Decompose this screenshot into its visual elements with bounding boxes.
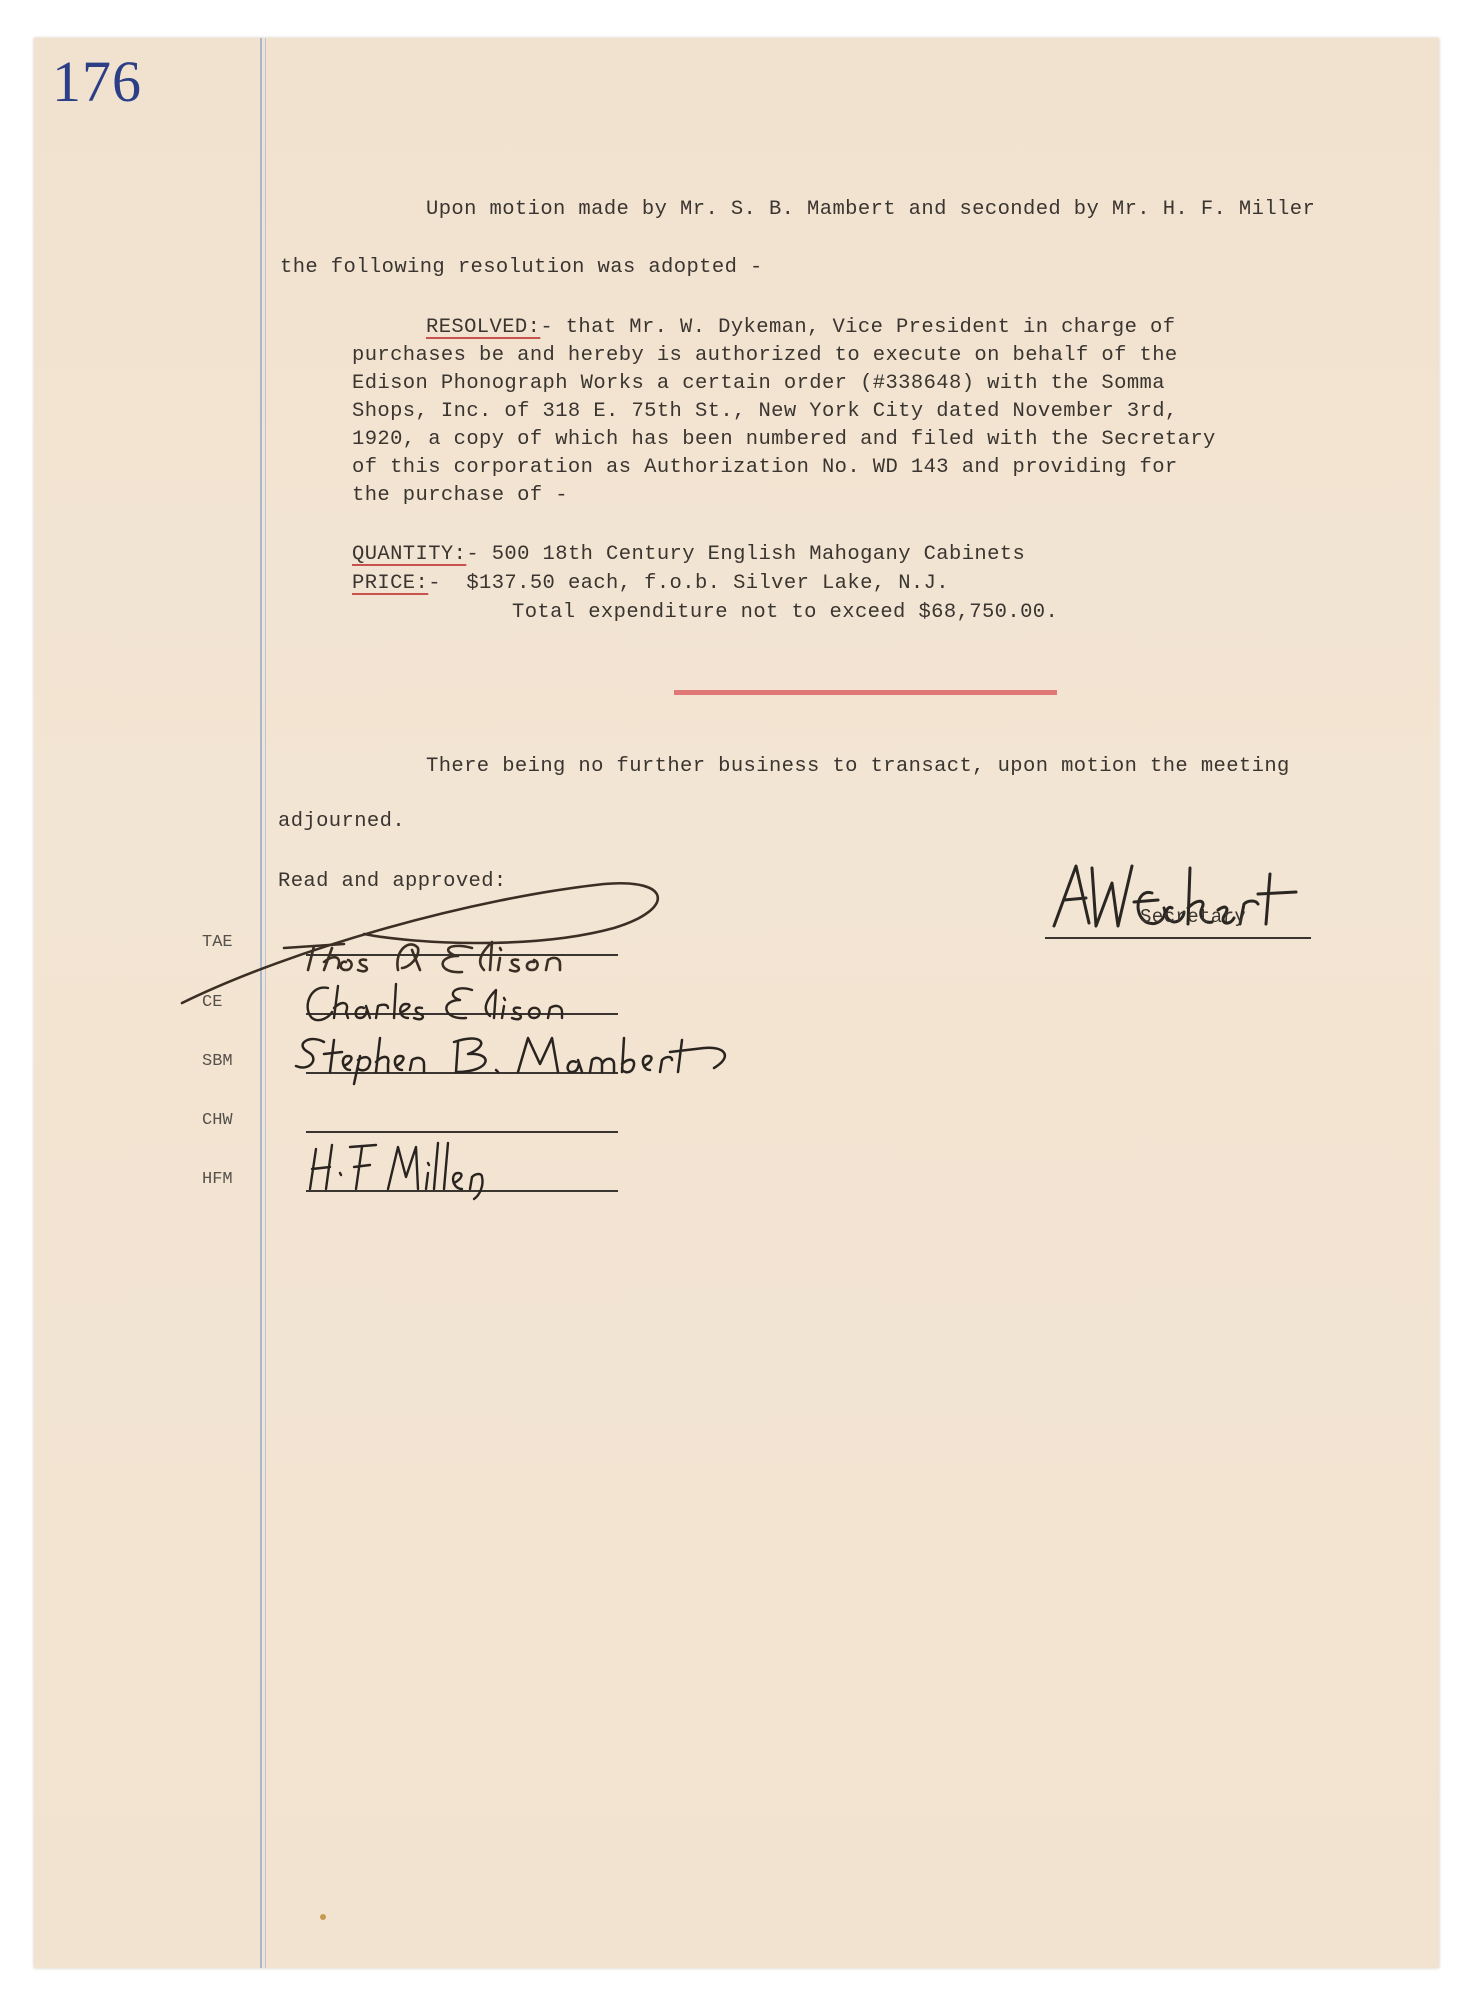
price-line xyxy=(352,572,949,595)
resolved-first-line xyxy=(426,316,1175,339)
initials-sbm: SBM xyxy=(202,1052,233,1071)
signature-h-f-miller xyxy=(304,1133,504,1203)
motion-line: Upon motion made by Mr. S. B. Mambert and seconded by Mr. H. F. Miller xyxy=(426,198,1316,221)
document-page xyxy=(34,38,1439,1968)
resolved-line-0: - that Mr. W. Dykeman, Vice President in charge of xyxy=(540,316,1176,339)
initials-hfm: HFM xyxy=(202,1170,233,1189)
paper-spot xyxy=(320,1914,326,1920)
adjourn-line: There being no further business to transact, upon motion the meeting xyxy=(426,755,1290,778)
initials-ce: CE xyxy=(202,993,223,1012)
read-approved: Read and approved: xyxy=(278,870,507,893)
resolved-line-1: purchases be and hereby is authorized to execute on behalf of the xyxy=(352,344,1178,367)
price-label: PRICE: xyxy=(352,572,429,595)
secretary-label: Secretary xyxy=(1140,906,1247,928)
resolved-label: RESOLVED: xyxy=(426,316,541,339)
price-value: - $137.50 each, f.o.b. Silver Lake, N.J. xyxy=(428,572,950,595)
resolved-line-2: Edison Phonograph Works a certain order (#338648) with the Somma xyxy=(352,372,1165,395)
quantity-value: - 500 18th Century English Mahogany Cabinets xyxy=(466,543,1026,566)
adopted-line: the following resolution was adopted - xyxy=(280,256,763,279)
initials-tae: TAE xyxy=(202,933,233,952)
secretary-signature-line xyxy=(1045,937,1311,939)
resolved-line-3: Shops, Inc. of 318 E. 75th St., New York City dated November 3rd, xyxy=(352,400,1178,423)
secretary-signature xyxy=(1034,838,1324,948)
total-line: Total expenditure not to exceed $68,750.00. xyxy=(512,601,1059,624)
quantity-line xyxy=(352,543,1025,566)
signature-charles-edison xyxy=(294,978,614,1028)
resolved-line-6: the purchase of - xyxy=(352,484,568,507)
adjourned-text: adjourned. xyxy=(278,810,406,833)
resolved-line-5: of this corporation as Authorization No. WD 143 and providing for xyxy=(352,456,1178,479)
red-divider xyxy=(674,690,1057,695)
initials-chw: CHW xyxy=(202,1111,233,1130)
signature-stephen-b-mambert xyxy=(284,1028,744,1088)
page-number: 176 xyxy=(52,49,142,114)
resolved-line-4: 1920, a copy of which has been numbered and filed with the Secretary xyxy=(352,428,1216,451)
quantity-label: QUANTITY: xyxy=(352,543,467,566)
